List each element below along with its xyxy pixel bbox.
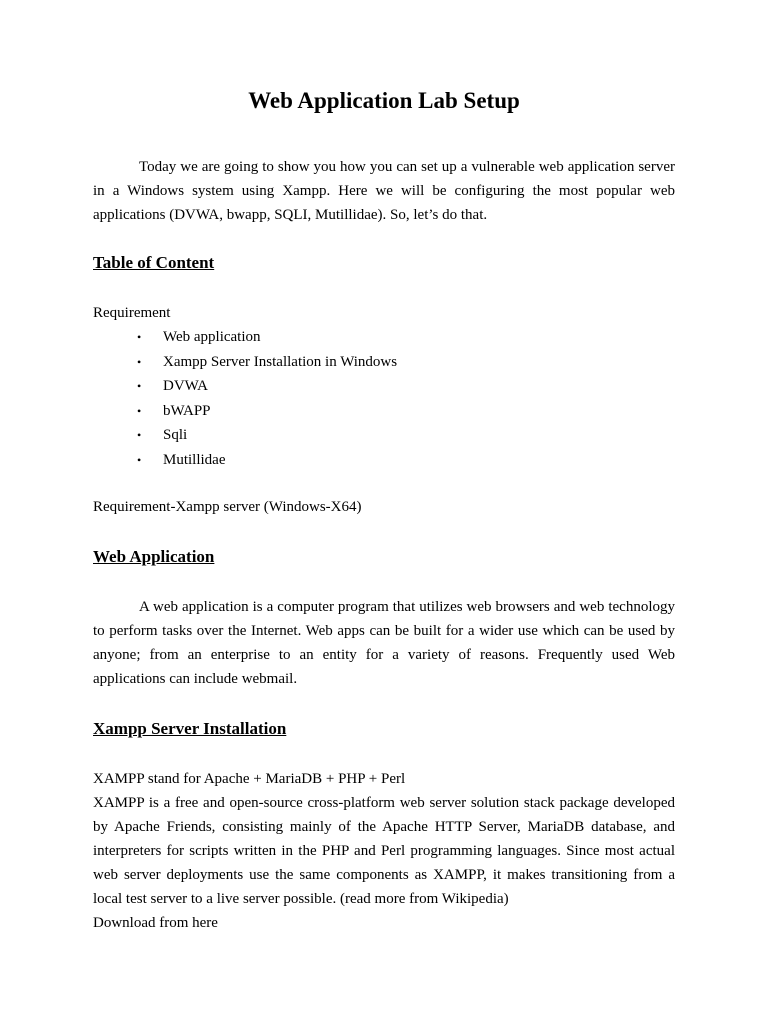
bullet-icon: • bbox=[137, 379, 142, 394]
list-item bbox=[137, 325, 675, 350]
download-link-text: Download from here bbox=[93, 914, 218, 931]
list-item bbox=[137, 374, 675, 399]
toc-item-label: DVWA bbox=[163, 378, 208, 395]
requirement-label: Requirement bbox=[93, 305, 171, 321]
toc-item-label: Mutillidae bbox=[163, 451, 226, 468]
xampp-heading: Xampp Server Installation bbox=[93, 718, 287, 738]
webapp-paragraph: A web application is a computer program that utilizes web browsers and web technology to perform tasks over the Internet. Web apps can be built for a wider use which can be used by anyone; from an enterprise to an entity for a variety of reasons. Frequently used Web applications can include webmail. bbox=[93, 598, 675, 687]
requirement-server: Requirement-Xampp server (Windows-X64) bbox=[93, 498, 362, 515]
xampp-stand-line: XAMPP stand for Apache + MariaDB + PHP + Perl bbox=[93, 770, 406, 787]
bullet-icon: • bbox=[137, 428, 142, 443]
document-title: Web Application Lab Setup bbox=[248, 88, 520, 113]
toc-item-label: Xampp Server Installation in Windows bbox=[163, 353, 398, 370]
list-item bbox=[137, 399, 675, 424]
list-item bbox=[137, 423, 675, 448]
toc-heading: Table of Content bbox=[93, 253, 215, 272]
toc-item-label: Sqli bbox=[163, 427, 188, 444]
toc-list bbox=[93, 325, 675, 473]
list-item bbox=[137, 448, 675, 473]
xampp-paragraph: XAMPP is a free and open-source cross-platform web server solution stack package developed by Apache Friends, consisting mainly of the Apache HTTP Server, MariaDB database, and interpreters for scripts written in the PHP and Perl programming languages. Since most actual web server deployments use the same components as XAMPP, it makes transitioning from a local test server to a live server possible. (read more from Wikipedia) bbox=[93, 794, 675, 907]
list-item bbox=[137, 350, 675, 375]
xampp-section bbox=[93, 767, 675, 935]
toc-item-label: bWAPP bbox=[163, 402, 211, 419]
bullet-icon: • bbox=[137, 354, 142, 369]
bullet-icon: • bbox=[137, 452, 142, 467]
webapp-heading: Web Application bbox=[93, 546, 215, 566]
intro-paragraph: Today we are going to show you how you can set up a vulnerable web application server in a Windows system using Xampp. Here we will be configuring the most popular web applications (DVWA, bwapp, SQLI, Mutillidae). So, let’s do that. bbox=[93, 159, 675, 223]
bullet-icon: • bbox=[137, 330, 142, 344]
bullet-icon: • bbox=[137, 403, 142, 418]
toc-item-label: Web application bbox=[163, 329, 261, 345]
